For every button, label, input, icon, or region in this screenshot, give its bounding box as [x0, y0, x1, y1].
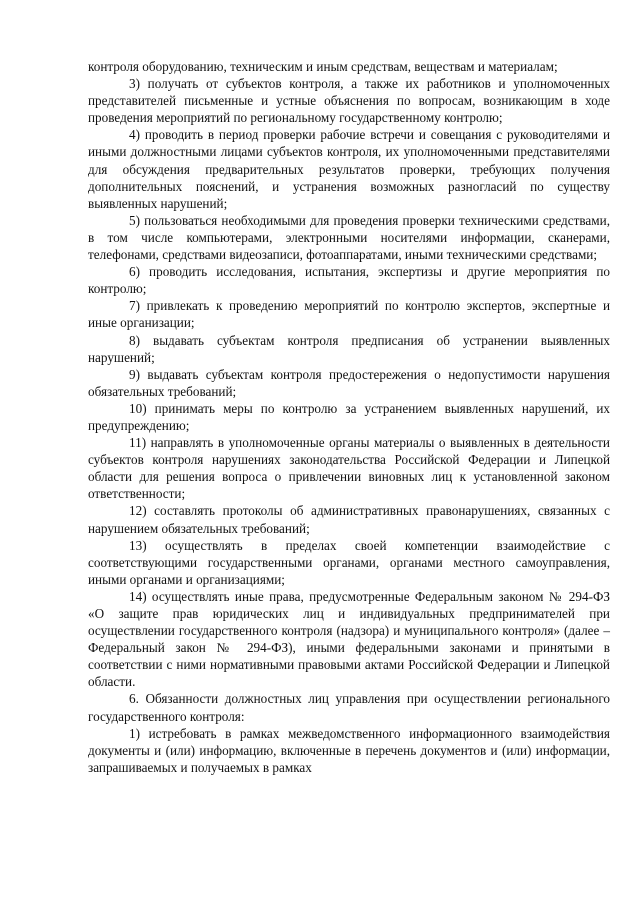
paragraph-item-7: 7) привлекать к проведению мероприятий по контролю экспертов, экспертные и иные организации; — [88, 298, 610, 331]
document-page — [88, 58, 610, 776]
paragraph-item-13: 13) осуществлять в пределах своей компетенции взаимодействие с соответствующими государственными органами, органами местного самоуправления, иными органами и организациями; — [88, 537, 610, 587]
paragraph-section-6: 6. Обязанности должностных лиц управления при осуществлении регионального государственного контроля: — [88, 691, 610, 724]
paragraph-item-8: 8) выдавать субъектам контроля предписания об устранении выявленных нарушений; — [88, 332, 610, 365]
paragraph-item-6: 6) проводить исследования, испытания, экспертизы и другие мероприятия по контролю; — [88, 264, 610, 297]
paragraph-item-4: 4) проводить в период проверки рабочие встречи и совещания с руководителями и иными должностными лицами субъектов контроля, их уполномоченными представителями для обсуждения предварительных результатов проверки, требующих получения дополнительных пояснений, и устранения возможных разногласий по существу выявленных нарушений; — [88, 127, 610, 211]
paragraph-item-14: 14) осуществлять иные права, предусмотренные Федеральным законом № 294-ФЗ «О защите прав юридических лиц и индивидуальных предпринимателей при осуществлении государственного контроля (надзора) и муниципального контроля» (далее – Федеральный закон № 294-ФЗ), иными федеральными законами и принятыми в соответствии с ними нормативными правовыми актами Российской Федерации и Липецкой области. — [88, 588, 610, 690]
paragraph-item-12: 12) составлять протоколы об административных правонарушениях, связанных с нарушением обязательных требований; — [88, 503, 610, 536]
paragraph-item-9: 9) выдавать субъектам контроля предостережения о недопустимости нарушения обязательных требований; — [88, 366, 610, 399]
paragraph-item-3: 3) получать от субъектов контроля, а также их работников и уполномоченных представителей письменные и устные объяснения по вопросам, возникающим в ходе проведения мероприятий по региональному государственному контролю; — [88, 76, 610, 126]
paragraph-item-10: 10) принимать меры по контролю за устранением выявленных нарушений, их предупреждению; — [88, 400, 610, 433]
paragraph-continuation: контроля оборудованию, техническим и иным средствам, веществам и материалам; — [88, 59, 558, 74]
paragraph-item-5: 5) пользоваться необходимыми для проведения проверки техническими средствами, в том числе компьютерами, электронными носителями информации, сканерами, телефонами, средствами видеозаписи, фотоаппаратами, иными техническими средствами; — [88, 212, 610, 263]
paragraph-duty-1: 1) истребовать в рамках межведомственного информационного взаимодействия документы и (или) информацию, включенные в перечень документов и (или) информации, запрашиваемых и получаемых в рамках — [88, 725, 610, 775]
paragraph-item-11: 11) направлять в уполномоченные органы материалы о выявленных в деятельности субъектов контроля нарушениях законодательства Российской Федерации и Липецкой области для решения вопроса о привлечении виновных лиц к установленной законом ответственности; — [88, 435, 610, 502]
